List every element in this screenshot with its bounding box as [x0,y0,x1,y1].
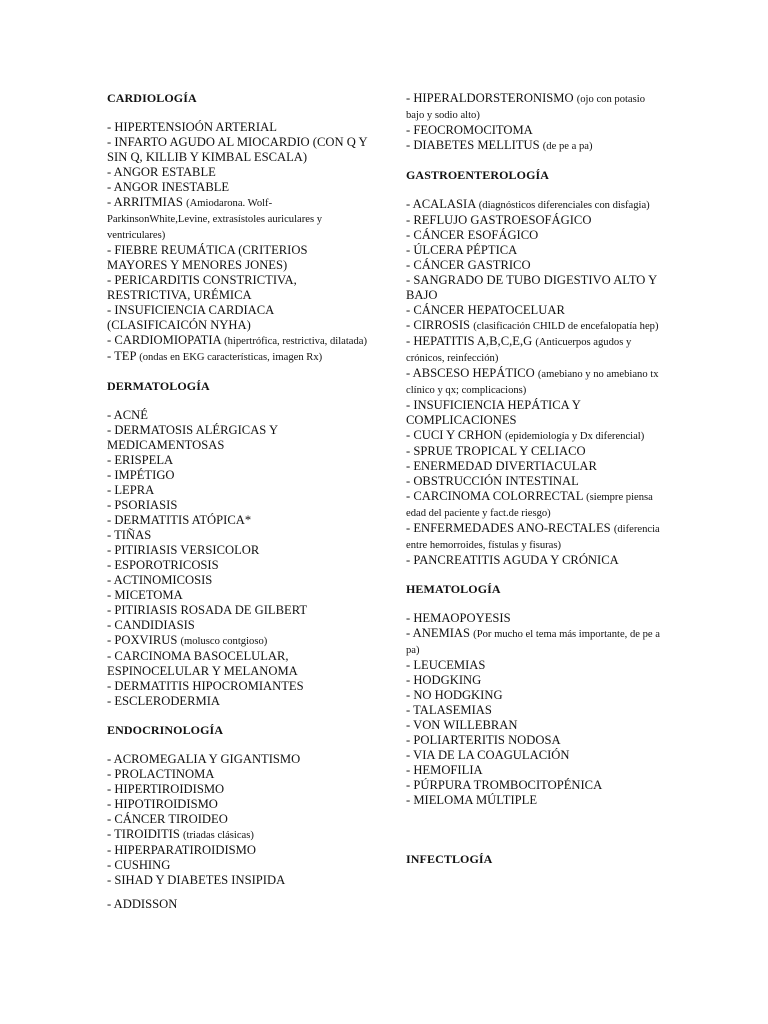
list-item-note: (Anticuerpos agudos y crónicos, reinfección) [406,337,632,364]
section-list-endocrino-cont [406,91,664,154]
list-item [107,243,369,273]
list-item-text: - ÚLCERA PÉPTICA [406,243,518,257]
list-item [406,459,664,474]
list-item-text: - LEUCEMIAS [406,658,486,672]
list-item-text: - NO HODGKING [406,688,503,702]
list-item-text: - INSUFICIENCIA HEPÁTICA Y COMPLICACIONES [406,398,581,427]
list-item-text: - TIÑAS [107,528,152,542]
section-heading-endocrinologia: ENDOCRINOLOGÍA [107,723,224,737]
list-item [107,423,369,453]
list-item-text: - DERMATITIS HIPOCROMIANTES [107,679,304,693]
list-item [406,318,664,334]
list-item-text: - ENFERMEDADES ANO-RECTALES [406,521,614,535]
list-item-text: - ACNÉ [107,408,148,422]
list-item [406,553,664,568]
list-item-text: - MIELOMA MÚLTIPLE [406,793,538,807]
list-item-text: - CÁNCER ESOFÁGICO [406,228,539,242]
list-item-text: - CUSHING [107,858,171,872]
list-item-text: - MICETOMA [107,588,183,602]
list-item [107,679,369,694]
list-item [406,474,664,489]
list-item [406,748,664,763]
list-item-note: (ondas en EKG características, imagen Rx) [139,352,323,363]
list-item-text: - TALASEMIAS [406,703,492,717]
section-list-cardiologia [107,120,369,365]
list-item-note: (diagnósticos diferenciales con disfagia) [478,200,650,211]
list-item-text: - HIPERALDORSTERONISMO [406,91,577,105]
list-item-text: - ARRITMIAS [107,195,187,209]
list-item [406,521,664,553]
list-item [406,303,664,318]
list-item [406,688,664,703]
list-item-text: - SIHAD Y DIABETES INSIPIDA [107,873,286,887]
list-item-text: - CARCINOMA BASOCELULAR, ESPINOCELULAR Y MELANOMA [107,649,298,678]
list-item-text: - ANGOR INESTABLE [107,180,230,194]
list-item [107,588,369,603]
list-item-text: - REFLUJO GASTROESOFÁGICO [406,213,592,227]
list-item [107,812,369,827]
list-item [406,703,664,718]
list-item-text: - ACTINOMICOSIS [107,573,213,587]
list-item [406,243,664,258]
list-item-note: (de pe a pa) [542,141,593,152]
list-item [406,138,664,154]
list-item-text: - INSUFICIENCIA CARDIACA (CLASIFICAICÓN NYHA) [107,303,274,332]
list-item-note: (ojo con potasio bajo y sodio alto) [406,94,645,121]
list-item-text: - PSORIASIS [107,498,178,512]
section-heading-dermatologia: DERMATOLOGÍA [107,379,210,393]
list-item-text: - ENERMEDAD DIVERTIACULAR [406,459,597,473]
section-list-hematologia [406,611,664,808]
list-item [406,334,664,366]
list-item [107,135,369,165]
list-item [406,718,664,733]
list-item-text: - ESCLERODERMIA [107,694,220,708]
list-item-note: (triadas clásicas) [183,830,254,841]
list-item [107,513,369,528]
list-item [406,398,664,428]
list-item-text: - INFARTO AGUDO AL MIOCARDIO (CON Q Y SIN Q, KILLIB Y KIMBAL ESCALA) [107,135,368,164]
list-item-text: - POLIARTERITIS NODOSA [406,733,561,747]
list-item [406,489,664,521]
list-item [107,603,369,618]
right-column [406,91,664,881]
list-item-note: (epidemiología y Dx diferencial) [505,431,645,442]
list-item [107,649,369,679]
list-item-text: - HIPERTIROIDISMO [107,782,225,796]
list-item-text: - OBSTRUCCIÓN INTESTINAL [406,474,579,488]
list-item-text: - HEMOFILIA [406,763,483,777]
list-item-text: - ANGOR ESTABLE [107,165,216,179]
list-item [107,408,369,423]
list-item-note: (molusco contgioso) [180,636,268,647]
list-item-note: (siempre piensa edad del paciente y fact.de riesgo) [406,492,653,519]
list-item-text: - CÁNCER GASTRICO [406,258,531,272]
list-item [406,228,664,243]
list-item-text: - FEOCROMOCITOMA [406,123,533,137]
list-item [107,333,369,349]
list-item [107,528,369,543]
list-item-text: - PÚRPURA TROMBOCITOPÉNICA [406,778,603,792]
list-item [406,611,664,626]
list-item [107,858,369,873]
list-item [107,797,369,812]
list-item [406,733,664,748]
list-item-note: (amebiano y no amebiano tx clínico y qx; complicacions) [406,369,659,396]
list-item-text: - CÁNCER TIROIDEO [107,812,228,826]
list-item-text: - HIPERTENSIOÓN ARTERIAL [107,120,277,134]
list-item-text: - IMPÉTIGO [107,468,175,482]
list-item-note: (diferencia entre hemorroides, fístulas y fisuras) [406,524,660,551]
section-list-dermatologia [107,408,369,709]
list-item [107,633,369,649]
list-item-text: - DIABETES MELLITUS [406,138,543,152]
list-item [107,752,369,767]
list-item-text: - CÁNCER HEPATOCELUAR [406,303,565,317]
list-item-text: - ERISPELA [107,453,174,467]
list-item-text: - ESPOROTRICOSIS [107,558,219,572]
list-item-text: - CIRROSIS [406,318,474,332]
list-item [406,626,664,658]
list-item [406,673,664,688]
list-item-text: - PANCREATITIS AGUDA Y CRÓNICA [406,553,619,567]
list-item-text: - CANDIDIASIS [107,618,195,632]
list-item-addisson: - ADDISSON [107,897,178,911]
list-item [107,873,369,888]
list-item [406,793,664,808]
list-item-note: (Amiodarona. Wolf-ParkinsonWhite,Levine, extrasístoles auriculares y ventriculares) [107,198,323,241]
list-item [107,573,369,588]
list-item [406,213,664,228]
list-item-text: - TEP [107,349,140,363]
list-item [107,483,369,498]
list-item [107,180,369,195]
section-list-endocrinologia [107,752,369,888]
list-item-text: - DERMATOSIS ALÉRGICAS Y MEDICAMENTOSAS [107,423,278,452]
list-item-text: - HEPATITIS A,B,C,E,G [406,334,536,348]
section-heading-hematologia: HEMATOLOGÍA [406,582,501,596]
list-item-text: - PERICARDITIS CONSTRICTIVA, RESTRICTIVA, URÉMICA [107,273,297,302]
list-item [107,694,369,709]
list-item-text: - ACROMEGALIA Y GIGANTISMO [107,752,301,766]
list-item-text: - PROLACTINOMA [107,767,215,781]
list-item [406,428,664,444]
left-column [107,91,369,912]
list-item-text: - ABSCESO HEPÁTICO [406,366,538,380]
list-item-text: - PITIRIASIS ROSADA DE GILBERT [107,603,308,617]
list-item-text: - HIPOTIROIDISMO [107,797,218,811]
section-heading-cardiologia: CARDIOLOGÍA [107,91,197,105]
list-item [406,658,664,673]
list-item [107,303,369,333]
list-item-text: - PITIRIASIS VERSICOLOR [107,543,260,557]
list-item-text: - LEPRA [107,483,155,497]
list-item-text: - SPRUE TROPICAL Y CELIACO [406,444,586,458]
list-item [107,558,369,573]
list-item [406,778,664,793]
list-item-text: - HODGKING [406,673,482,687]
list-item [406,763,664,778]
list-item [107,195,369,243]
list-item-text: - VON WILLEBRAN [406,718,518,732]
section-heading-infectologia: INFECTLOGÍA [406,852,493,866]
list-item [406,273,664,303]
list-item-text: - SANGRADO DE TUBO DIGESTIVO ALTO Y BAJO [406,273,657,302]
list-item [107,498,369,513]
section-heading-gastroenterologia: GASTROENTEROLOGÍA [406,168,550,182]
list-item-text: - ACALASIA [406,197,479,211]
list-item [107,827,369,843]
list-item [406,258,664,273]
list-item-note: (Por mucho el tema más importante, de pe a pa) [406,629,660,656]
list-item [107,782,369,797]
list-item-text: - CUCI Y CRHON [406,428,506,442]
list-item [107,543,369,558]
list-item-text: - HEMAOPOYESIS [406,611,511,625]
list-item-text: - CARCINOMA COLORRECTAL [406,489,587,503]
list-item [107,165,369,180]
list-item-text: - DERMATITIS ATÓPICA* [107,513,252,527]
list-item [107,349,369,365]
list-item-text: - ANEMIAS [406,626,474,640]
list-item-text: - TIROIDITIS [107,827,184,841]
list-item [406,444,664,459]
section-list-gastroenterologia [406,197,664,568]
list-item-text: - FIEBRE REUMÁTICA (CRITERIOS MAYORES Y MENORES JONES) [107,243,308,272]
list-item [107,767,369,782]
list-item [406,91,664,123]
list-item-text: - HIPERPARATIROIDISMO [107,843,256,857]
list-item [107,468,369,483]
list-item [406,197,664,213]
list-item [107,273,369,303]
list-item [406,366,664,398]
list-item [107,120,369,135]
list-item [107,618,369,633]
list-item-text: - CARDIOMIOPATIA [107,333,225,347]
list-item-note: (clasificación CHILD de encefalopatía hep) [473,321,659,332]
list-item-note: (hipertrófica, restrictiva, dilatada) [224,336,368,347]
list-item-text: - POXVIRUS [107,633,181,647]
list-item [107,843,369,858]
list-item-text: - VIA DE LA COAGULACIÓN [406,748,570,762]
list-item [406,123,664,138]
list-item [107,453,369,468]
